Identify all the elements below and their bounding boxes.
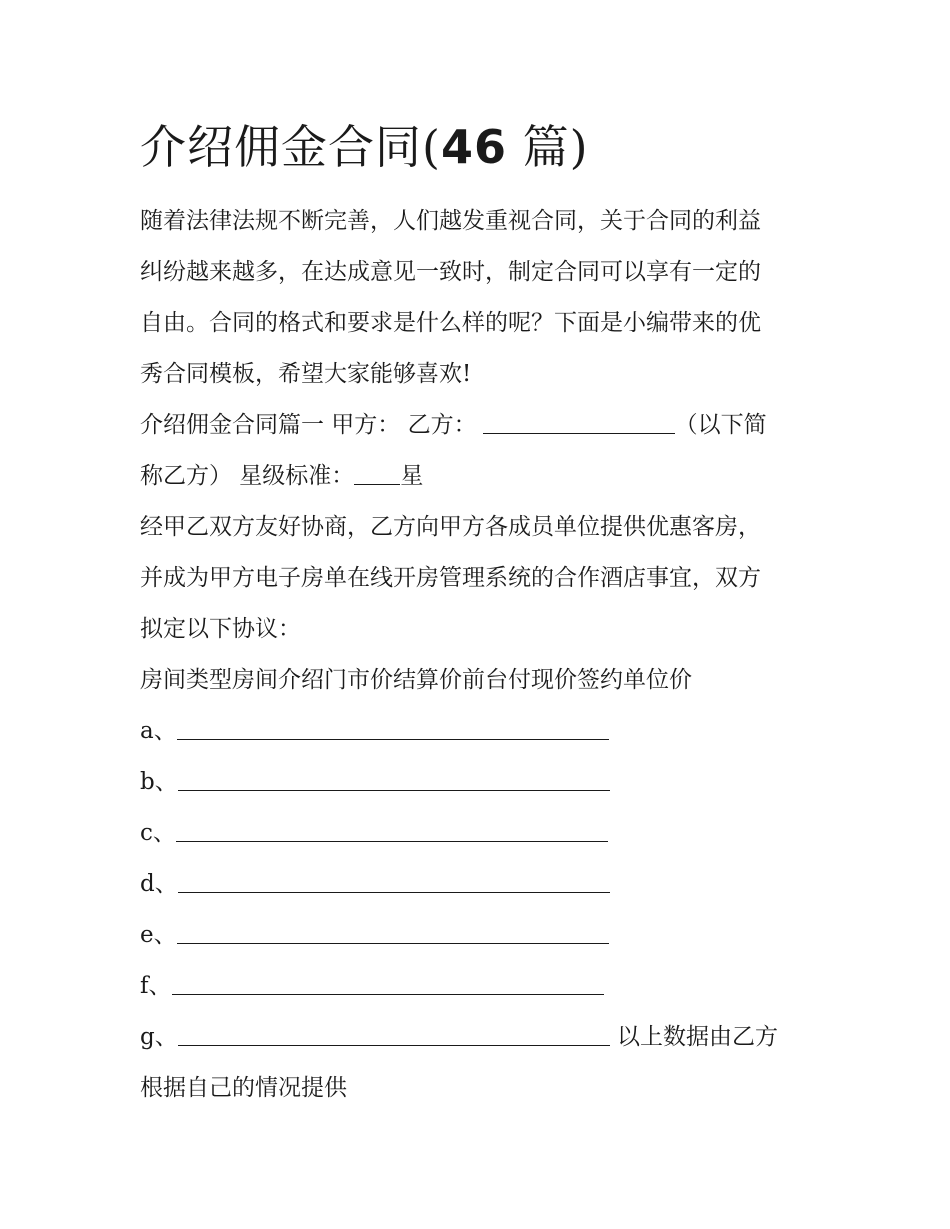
intro-line-4: 秀合同模板，希望大家能够喜欢! xyxy=(140,361,472,387)
row-blank xyxy=(176,811,608,842)
blank-row-f xyxy=(140,961,820,1012)
blank-row-d xyxy=(140,859,820,910)
row-blank xyxy=(177,709,609,740)
agreement-line-3: 拟定以下协议： xyxy=(140,616,301,642)
row-blank xyxy=(177,913,609,944)
title-number: 46 xyxy=(440,120,507,174)
row-label: c、 xyxy=(140,820,176,846)
row-label: e、 xyxy=(140,922,177,948)
star-standard-label: 称乙方） 星级标准： xyxy=(140,463,355,489)
intro-line-3: 自由。合同的格式和要求是什么样的呢？下面是小编带来的优 xyxy=(140,310,761,336)
closing-line: 根据自己的情况提供 xyxy=(140,1075,347,1101)
row-blank xyxy=(172,964,604,995)
party-line-1 xyxy=(140,400,820,451)
agreement-line-2: 并成为甲方电子房单在线开房管理系统的合作酒店事宜，双方 xyxy=(140,565,761,591)
row-label: b、 xyxy=(140,769,178,795)
row-label: d、 xyxy=(140,871,178,897)
blank-row-g xyxy=(140,1012,820,1063)
party-abbrev: （以下简 xyxy=(674,412,767,438)
party-b-blank xyxy=(483,403,675,434)
row-suffix: 以上数据由乙方 xyxy=(609,1024,779,1050)
title-text: 介绍佣金合同( xyxy=(140,120,441,174)
row-blank xyxy=(178,862,610,893)
party-line-2 xyxy=(140,451,820,502)
blank-row-c xyxy=(140,808,820,859)
intro-line-1: 随着法律法规不断完善，人们越发重视合同，关于合同的利益 xyxy=(140,208,761,234)
title-end: 篇) xyxy=(506,120,589,174)
row-label: f、 xyxy=(140,973,172,999)
agreement-line-1: 经甲乙双方友好协商，乙方向甲方各成员单位提供优惠客房， xyxy=(140,514,761,540)
row-label: g、 xyxy=(140,1024,178,1050)
table-header: 房间类型房间介绍门市价结算价前台付现价签约单位价 xyxy=(140,667,692,693)
row-blank xyxy=(178,1015,610,1046)
document-body xyxy=(140,196,820,1114)
star-blank xyxy=(354,454,400,485)
row-blank xyxy=(178,760,610,791)
row-label: a、 xyxy=(140,718,177,744)
document-title xyxy=(140,112,589,182)
blank-row-a xyxy=(140,706,820,757)
intro-line-2: 纠纷越来越多，在达成意见一致时，制定合同可以享有一定的 xyxy=(140,259,761,285)
star-suffix: 星 xyxy=(400,463,424,489)
blank-row-b xyxy=(140,757,820,808)
party-label: 介绍佣金合同篇一 甲方： 乙方： xyxy=(140,412,477,438)
blank-row-e xyxy=(140,910,820,961)
